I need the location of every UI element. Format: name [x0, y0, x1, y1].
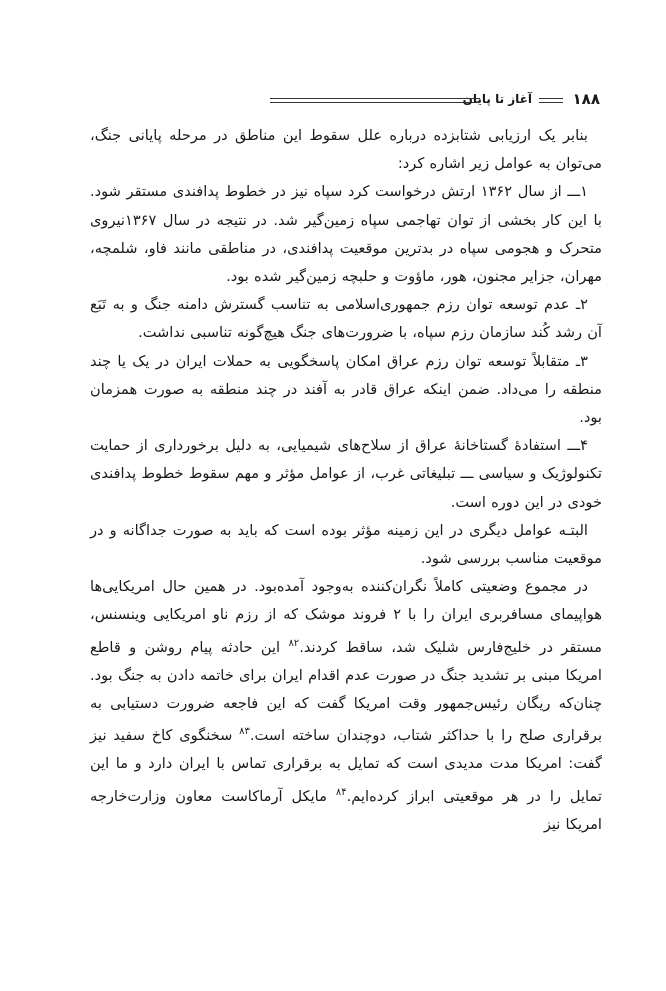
paragraph-overall-situation: [90, 573, 602, 839]
paragraph-factor-1: ۱ـــ از سال ۱۳۶۲ ارتش درخواست کرد سپاه نیز در خطوط پدافندی مستقر شود. با این کار بخشی از توان تهاجمی سپاه زمین‌گیر شد. در نتیجه در سال ۱۳۶۷نیروی متحرک و هجومی سپاه در بدترین موقعیت پدافندی، در مناطقی مانند فاو، شلمچه، مهران، جزایر مجنون، هور، ماؤوت و حلبچه زمین‌گیر شده بود.: [90, 183, 602, 286]
page-number: ۱۸۸: [572, 90, 600, 108]
paragraph-factor-2: ۲ـ عدم توسعه توان رزم جمهوری‌اسلامی به تناسب گسترش دامنه جنگ و به تَبَع آن رشد کُند سازمان رزم سپاه، با ضرورت‌های جنگ هیچ‌گونه تناسبی نداشت.: [90, 296, 602, 342]
paragraph-text-segment: مایکل آرماکاست معاون وزارت‌خارجه امریکا نیز: [90, 787, 602, 833]
running-title: آغاز تا پایان: [462, 92, 532, 106]
paragraph-intro: بنابر یک ارزیابی شتابزده درباره علل سقوط این مناطق در مرحله پایانی جنگ، می‌توان به عوامل زیر اشاره کرد:: [90, 127, 602, 173]
paragraph-text-segment: سخنگوی کاخ سفید نیز گفت: امریکا مدت مدیدی است که تمایل به برقراری تماس با ایران دارد و ما این تمایل را در هر موقعیتی ابراز کرده‌ایم.: [90, 727, 602, 805]
footnote-ref[interactable]: ۸۲: [288, 637, 300, 649]
running-header: [270, 89, 600, 113]
footnote-ref[interactable]: ۸۳: [239, 726, 250, 738]
footnote-ref[interactable]: ۸۴: [335, 786, 347, 798]
header-rule-long: [270, 98, 480, 103]
paragraph-factor-3: ۳ـ متقابلاً توسعه توان رزم عراق امکان پاسخگویی به حملات ایران در یک یا چند منطقه را می‌داد. ضمن اینکه عراق قادر به آفند در چند منطقه به صورت همزمان بود.: [90, 352, 602, 427]
paragraph-text-segment: این حادثه پیام روشن و قاطع امریکا مبنی بر تشدید جنگ در صورت عدم اقدام ایران برای خاتمه دادن به جنگ بود. چنان‌که ریگان رئیس‌جمهور وقت امریکا گفت که این فاجعه ضرورت دستیابی به برقراری صلح را با حداکثر شتاب، دوچندان ساخته است.: [90, 638, 603, 745]
header-rule-short: [539, 98, 563, 103]
paragraph-text-segment: در مجموع وضعیتی کاملاً نگران‌کننده به‌وجود آمده‌بود. در همین حال امریکایی‌ها هواپیمای مسافربری ایران را با ۲ فروند موشک که از رزم ناو امریکایی وینسنس، مستقر در خلیج‌فارس شلیک شد، ساقط کردند.: [90, 578, 602, 656]
paragraph-factor-4: ۴ـــ استفادهٔ گستاخانهٔ عراق از سلاح‌های شیمیایی، به دلیل برخورداری از حمایت تکنولوژیک و سیاسی ـــ تبلیغاتی غرب، از عوامل مؤثر و مهم سقوط خطوط پدافندی خودی در این دوره است.: [90, 437, 602, 511]
paragraph-other-factors: البتـه عوامل دیگری در این زمینه مؤثر بوده است که باید به صورت جداگانه و در موقعیت مناسب بررسی شود.: [90, 521, 602, 568]
body-text: [90, 122, 602, 839]
